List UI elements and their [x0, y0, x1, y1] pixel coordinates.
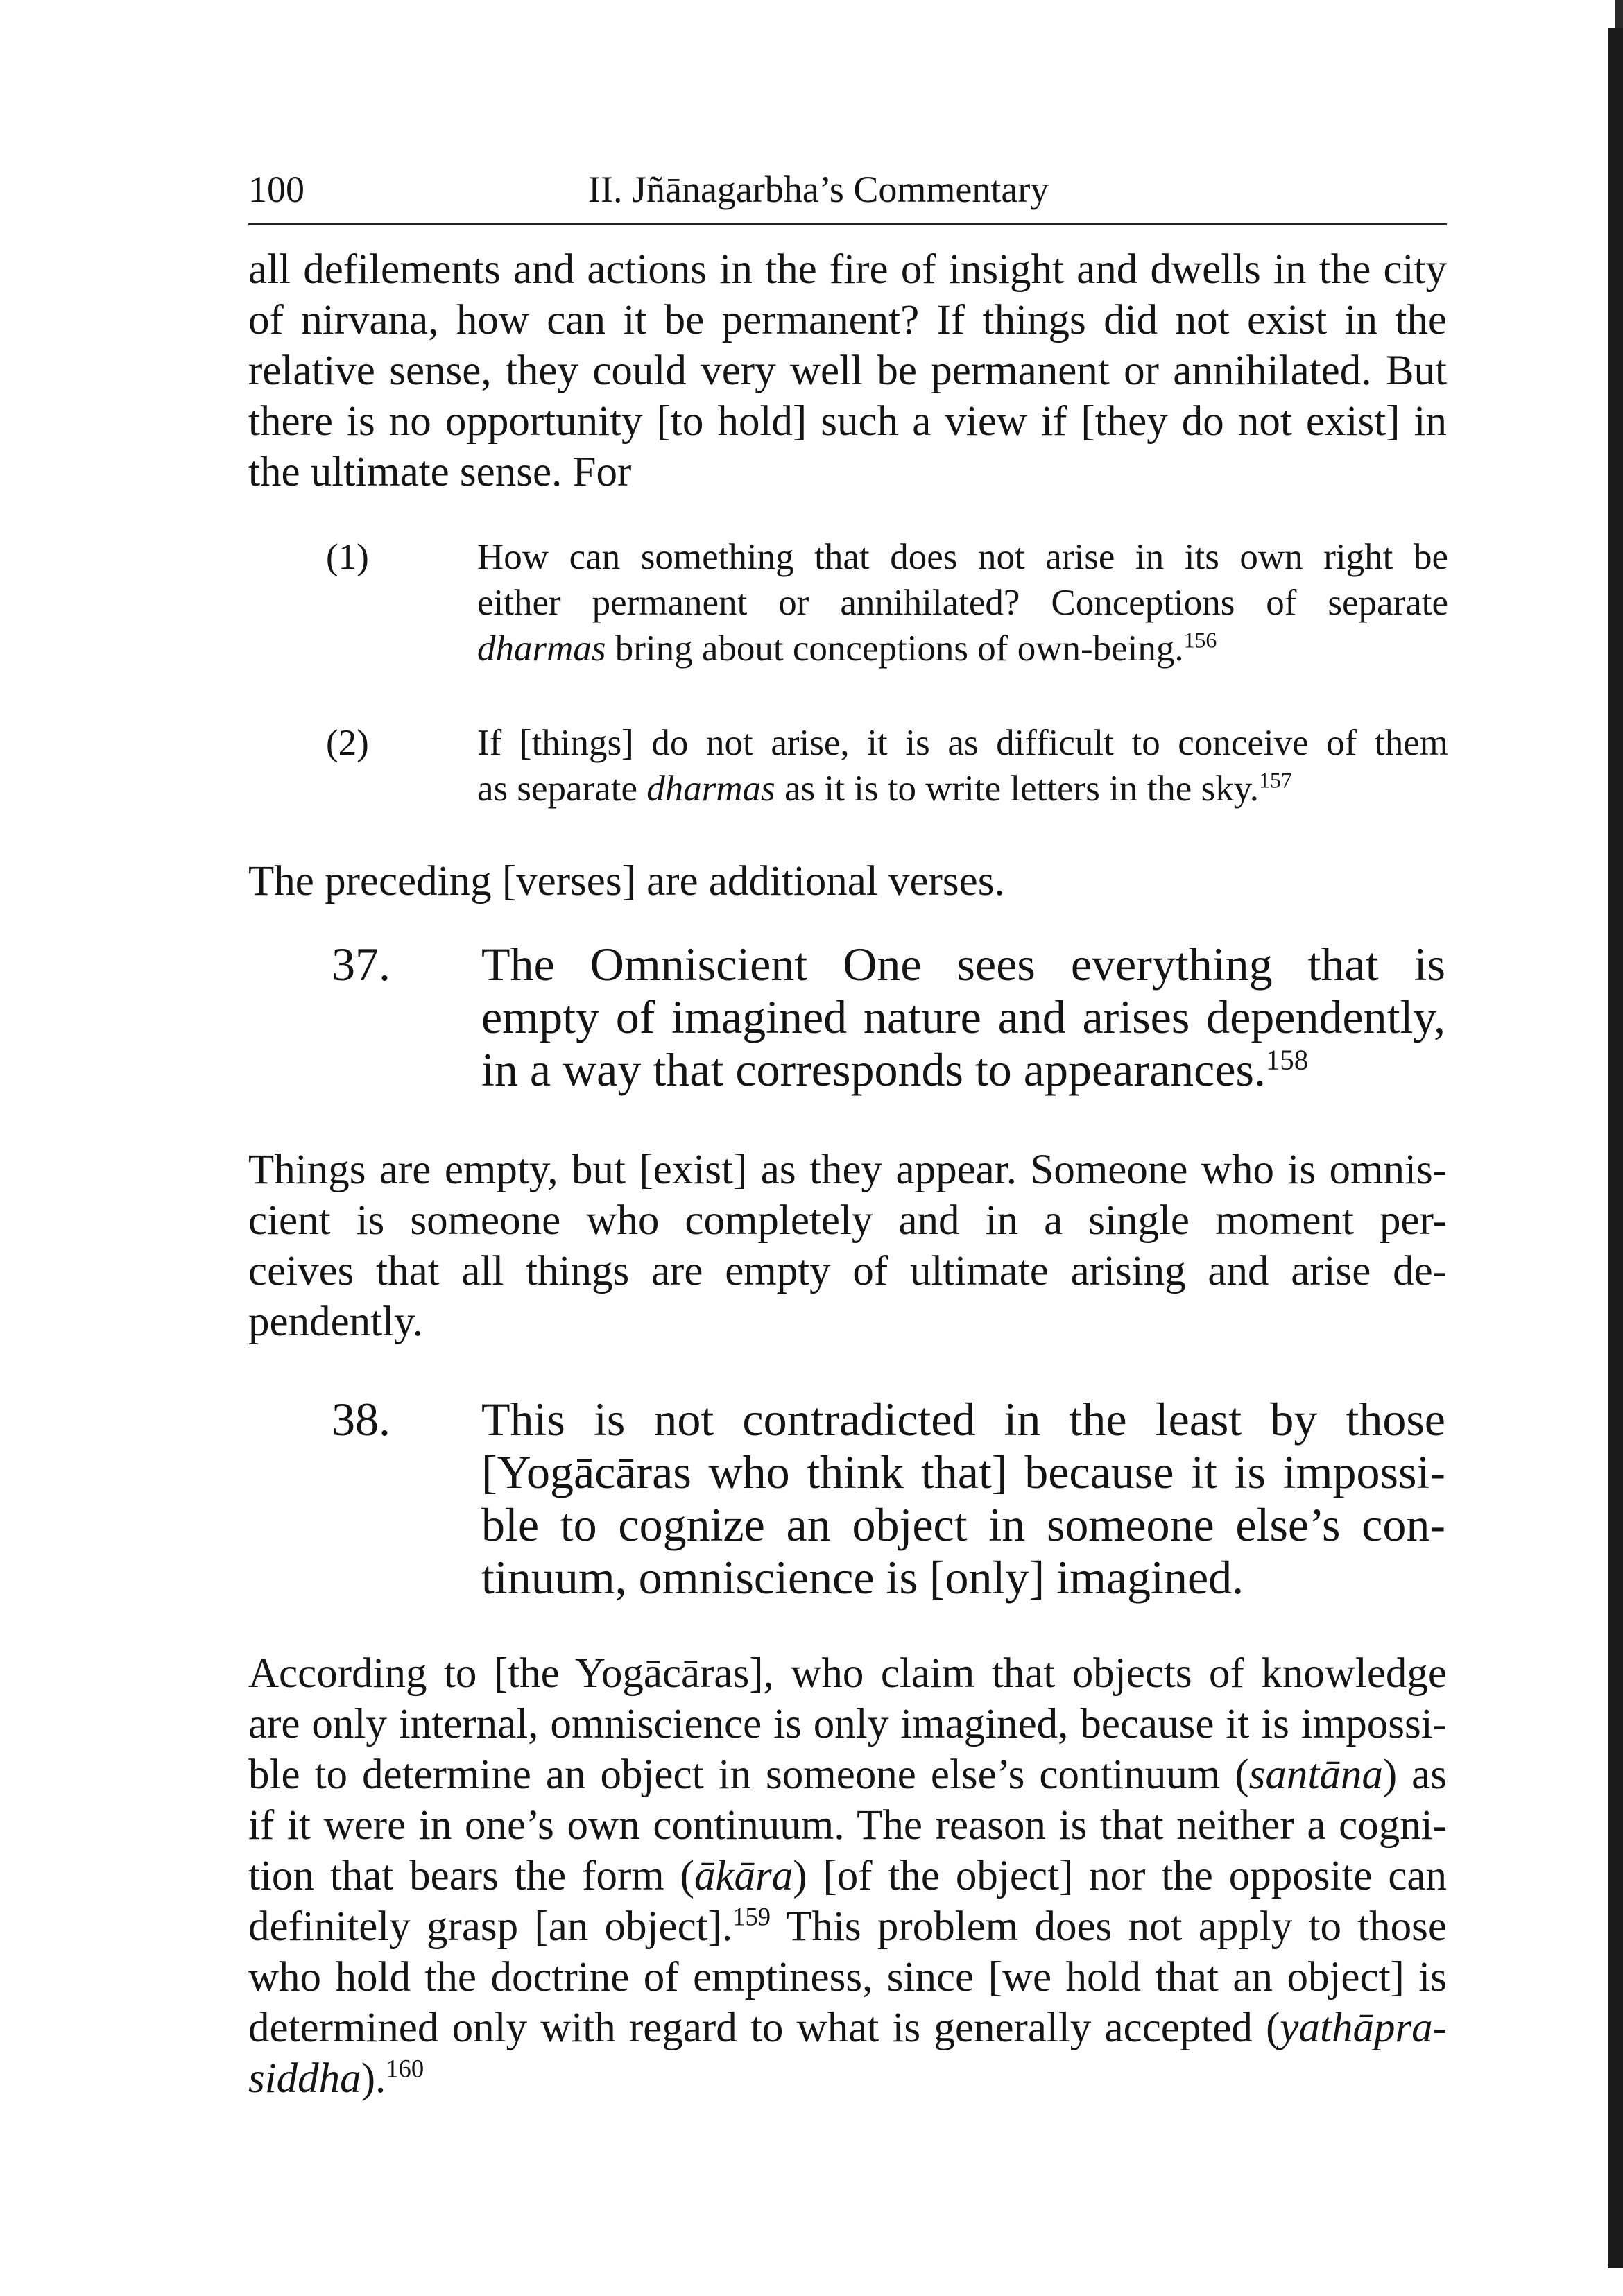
verse-line: [Yogācāras who think that] because it is impossi- — [481, 1446, 1445, 1498]
footnote-ref: 157 — [1259, 768, 1292, 793]
term-yathaprasiddha: yathāpra- — [1280, 2005, 1447, 2051]
paragraph-2 — [248, 856, 1447, 907]
text-run: ). — [361, 2055, 386, 2102]
text-run: ) as — [1382, 1751, 1447, 1798]
verse-line: tinuum, omniscience is [only] imagined. — [481, 1551, 1244, 1604]
term-santana: santāna — [1248, 1751, 1383, 1798]
verse-line: If [things] do not arise, it is as difficult to conceive of them — [477, 723, 1448, 763]
paragraph-4 — [248, 1648, 1447, 2104]
page-number: 100 — [248, 169, 304, 210]
verse-line: How can something that does not arise in its own right be — [477, 537, 1448, 577]
text-line — [248, 1749, 1447, 1800]
footnote-ref: 156 — [1183, 628, 1217, 653]
page-header — [248, 161, 1447, 225]
footnote-ref: 160 — [386, 2054, 424, 2083]
verse-line — [477, 626, 1448, 671]
verse-1 — [326, 534, 1450, 673]
verse-number: (2) — [326, 723, 369, 763]
scan-edge — [1608, 28, 1623, 2268]
verse-37 — [332, 938, 1448, 1104]
term-yathaprasiddha-cont: siddha — [248, 2055, 361, 2102]
text-line: relative sense, they could very well be permanent or annihilated. But — [248, 348, 1447, 394]
text-line — [248, 1851, 1447, 1901]
text-line: The preceding [verses] are additional verses. — [248, 858, 1005, 905]
footnote-ref: 159 — [732, 1902, 771, 1931]
verse-line — [477, 766, 1448, 812]
term-akara: ākāra — [694, 1853, 793, 1899]
text-run: tion that bears the form ( — [248, 1853, 694, 1899]
text-line — [248, 2053, 1447, 2104]
running-head: II. Jñānagarbha’s Commentary — [588, 169, 1049, 210]
text-line: are only internal, omniscience is only imagined, because it is impossi- — [248, 1701, 1447, 1747]
verse-text: as it is to write letters in the sky. — [775, 769, 1260, 809]
text-run: This problem does not apply to those — [771, 1903, 1447, 1950]
verse-line: The Omniscient One sees everything that is — [481, 938, 1445, 991]
text-line: ceives that all things are empty of ultimate arising and arise de- — [248, 1248, 1447, 1294]
verse-line — [481, 1043, 1445, 1096]
text-line: the ultimate sense. For — [248, 449, 632, 495]
verse-number: 37. — [332, 938, 390, 991]
term-dharmas: dharmas — [646, 769, 775, 809]
text-line: of nirvana, how can it be permanent? If things did not exist in the — [248, 297, 1447, 343]
verse-line: ble to cognize an object in someone else’s con- — [481, 1498, 1445, 1551]
text-line — [248, 1901, 1447, 1952]
text-run: definitely grasp [an object]. — [248, 1903, 733, 1950]
text-line: According to [the Yogācāras], who claim that objects of knowledge — [248, 1650, 1447, 1697]
term-dharmas: dharmas — [477, 628, 606, 669]
text-line: pendently. — [248, 1299, 423, 1345]
text-line — [248, 2003, 1447, 2053]
text-run: determined only with regard to what is generally accepted ( — [248, 2005, 1280, 2051]
text-line: Things are empty, but [exist] as they appear. Someone who is omnis- — [248, 1147, 1447, 1193]
verse-number: 38. — [332, 1393, 390, 1446]
text-line: cient is someone who completely and in a single moment per- — [248, 1197, 1447, 1244]
verse-2 — [326, 720, 1450, 817]
text-line: all defilements and actions in the fire of insight and dwells in the city — [248, 246, 1447, 293]
verse-38 — [332, 1393, 1448, 1608]
verse-line: This is not contradicted in the least by those — [481, 1393, 1445, 1446]
verse-line: empty of imagined nature and arises dependently, — [481, 991, 1445, 1043]
paragraph-3 — [248, 1145, 1447, 1347]
text-line: who hold the doctrine of emptiness, since [we hold that an object] is — [248, 1954, 1447, 2001]
text-line: if it were in one’s own continuum. The reason is that neither a cogni- — [248, 1802, 1447, 1849]
verse-number: (1) — [326, 537, 369, 577]
verse-text: bring about conceptions of own-being. — [606, 628, 1184, 669]
verse-text: as separate — [477, 769, 647, 809]
paragraph-1 — [248, 244, 1447, 497]
verse-text: in a way that corresponds to appearances. — [481, 1043, 1266, 1096]
text-line: there is no opportunity [to hold] such a view if [they do not exist] in — [248, 398, 1447, 445]
footnote-ref: 158 — [1266, 1044, 1309, 1076]
text-run: ble to determine an object in someone else’s continuum ( — [248, 1751, 1249, 1798]
verse-line: either permanent or annihilated? Conceptions of separate — [477, 583, 1448, 623]
text-run: ) [of the object] nor the opposite can — [793, 1853, 1448, 1899]
